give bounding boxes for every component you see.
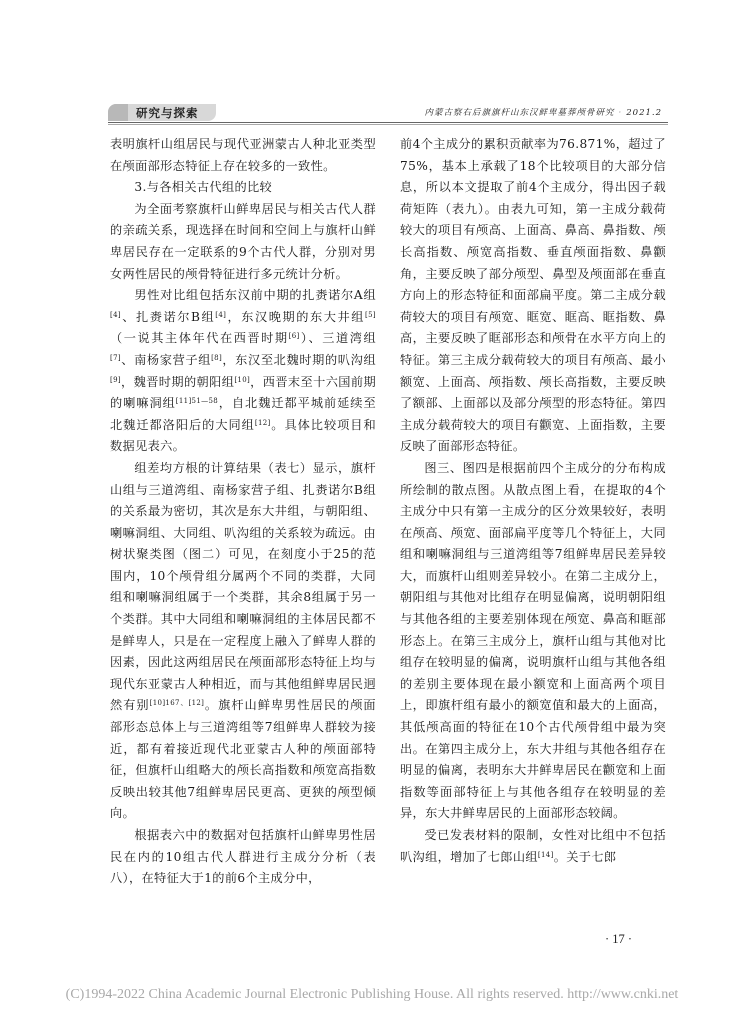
paragraph-cluster-analysis <box>110 458 376 825</box>
text-run: ）、三道湾组 <box>299 331 376 346</box>
header-rule <box>108 122 668 123</box>
paragraph-female-groups <box>400 825 666 868</box>
text-run: ，东汉至北魏时期的叭沟组 <box>222 352 377 367</box>
paragraph: 根据表六中的数据对包括旗杆山鲜卑男性居民在内的10组古代人群进行主成分分析（表八），在特征大于1的前6个主成分中， <box>110 828 376 886</box>
text-run: 男性对比组包括东汉前中期的扎赉诺尔A组 <box>134 288 376 303</box>
citation: [9] <box>110 375 121 384</box>
text-run: 受已发表材料的限制，女性对比组中不包括叭沟组，增加了七郎山组 <box>400 828 666 864</box>
citation: [14] <box>537 850 554 859</box>
text-run: ，自北魏迁都平城前延续至北魏迁都洛阳后的大同组 <box>110 396 376 432</box>
citation: [12] <box>254 418 271 427</box>
running-title: 内蒙古察右后旗旗杆山东汉鲜卑墓葬颅骨研究 <box>424 108 615 118</box>
citation: [11]51—58 <box>175 397 219 406</box>
paragraph: 为全面考察旗杆山鲜卑居民与相关古代人群的亲疏关系，现选择在时间和空间上与旗杆山鲜卑居民存在一定联系的9个古代人群，分别对男女两性居民的颅骨特征进行多元统计分析。 <box>110 201 376 281</box>
text-run: 、南杨家营子组 <box>120 352 212 367</box>
text-run: 。关于七郎 <box>553 849 617 864</box>
section-label: 研究与探索 <box>136 106 199 120</box>
running-header <box>425 106 662 118</box>
section-tab <box>108 104 216 121</box>
text-run: ，西晋末至十六国前期的喇嘛洞组 <box>110 374 376 411</box>
citation: [4] <box>110 310 121 319</box>
header-separator: · <box>618 108 623 118</box>
text-run: ，魏晋时期的朝阳组 <box>120 374 235 389</box>
citation: [4] <box>215 310 227 319</box>
left-column <box>110 134 376 890</box>
year-issue: 2021.2 <box>626 108 662 118</box>
text-run: 。旗杆山鲜卑男性居民的颅面部形态总体上与三道湾组等7组鲜卑人群较为接近，都有着接近现代北亚蒙古人种的颅面部特征，但旗杆山组略大的颅长高指数和颅宽高指数反映出较其他7组鲜卑居民更高、更狭的颅型倾向。 <box>110 698 376 821</box>
section-tab-decoration <box>108 104 128 121</box>
page-header <box>0 100 744 126</box>
text-run: （一说其主体年代在西晋时期 <box>110 331 289 346</box>
paragraph: 表明旗杆山组居民与现代亚洲蒙古人种北亚类型在颅面部形态特征上存在较多的一致性。 <box>110 137 376 173</box>
text-run: ，东汉晚期的东大井组 <box>226 309 366 324</box>
citation: [6] <box>288 332 300 341</box>
subsection-heading: 3.与各相关古代组的比较 <box>134 180 273 195</box>
citation: [5] <box>365 310 377 319</box>
paragraph: 图三、图四是根据前四个主成分的分布构成所绘制的散点图。从散点图上看，在提取的4个主成分中只有第一主成分的区分效果较好，表明在颅高、颅宽、面部扁平度等几个特征上，大同组和喇嘛洞组与三道湾组等7组鲜卑居民差异较大，而旗杆山组则差异较小。在第二主成分上，朝阳组与其他对比组存在明显偏离，说明朝阳组与其他各组的主要差别体现在颅宽、鼻高和眶部形态上。在第三主成分上，旗杆山组与其他对比组存在较明显的偏离，说明旗杆山组与其他各组的差别主要体现在最小额宽和上面高两个项目上，即旗杆组有最小的额宽值和最大的上面高，其低颅高面的特征在10个古代颅骨组中最为突出。在第四主成分上，东大井组与其他各组存在明显的偏离，表明东大井鲜卑居民在颧宽和上面指数等面部特征上与其他各组存在较明显的差异，东大井鲜卑居民的上面部形态较阔。 <box>400 460 666 821</box>
citation: [7] <box>110 353 121 362</box>
citation: [10]167、[12] <box>149 699 205 708</box>
right-column <box>400 134 666 868</box>
citation: [10] <box>234 375 251 384</box>
text-run: 。具体比较项目和数据见表六。 <box>110 417 376 454</box>
copyright-watermark: (C)1994-2022 China Academic Journal Electronic Publishing House. All rights reserved. http://www.cnki.net <box>65 987 679 1002</box>
paragraph: 前4个主成分的累积贡献率为76.871%，超过了75%，基本上承载了18个比较项目的大部分信息，所以本文提取了前4个主成分，得出因子载荷矩阵（表九）。由表九可知，第一主成分载荷较大的项目有颅高、上面高、鼻高、鼻指数、颅长高指数、颅宽高指数、垂直颅面指数、鼻颧角，主要反映了部分颅型、鼻型及颅面部在垂直方向上的形态特征和面部扁平度。第二主成分载荷较大的项目有颅宽、眶宽、眶高、眶指数、鼻高，主要反映了眶部形态和颅骨在水平方向上的特征。第三主成分载荷较大的项目有颅高、最小额宽、上面高、颅指数、颅长高指数，主要反映了额部、上面部以及部分颅型的形态特征。第四主成分载荷较大的项目有颧宽、上面指数，主要反映了面部形态特征。 <box>400 137 666 454</box>
citation: [8] <box>211 353 223 362</box>
paragraph-comparison-groups <box>110 285 376 458</box>
text-run: 、扎赉诺尔B组 <box>120 309 216 324</box>
page-number: · 17 · <box>605 932 633 946</box>
header-rule-thin <box>108 124 668 125</box>
text-run: 组差均方根的计算结果（表七）显示，旗杆山组与三道湾组、南杨家营子组、扎赉诺尔B组的关系最为密切，其次是东大井组，与朝阳组、喇嘛洞组、大同组、叭沟组的关系较为疏远。由树状聚类图（图二）可见，在刻度小于25的范围内，10个颅骨组分属两个不同的类群，大同组和喇嘛洞组属于一个类群，其余8组属于另一个类群。其中大同组和喇嘛洞组的主体居民都不是鲜卑人，只是在一定程度上融入了鲜卑人群的因素，因此这两组居民在颅面部形态特征上均与现代东亚蒙古人种相近，而与其他组鲜卑居民迥然有别 <box>110 460 376 713</box>
